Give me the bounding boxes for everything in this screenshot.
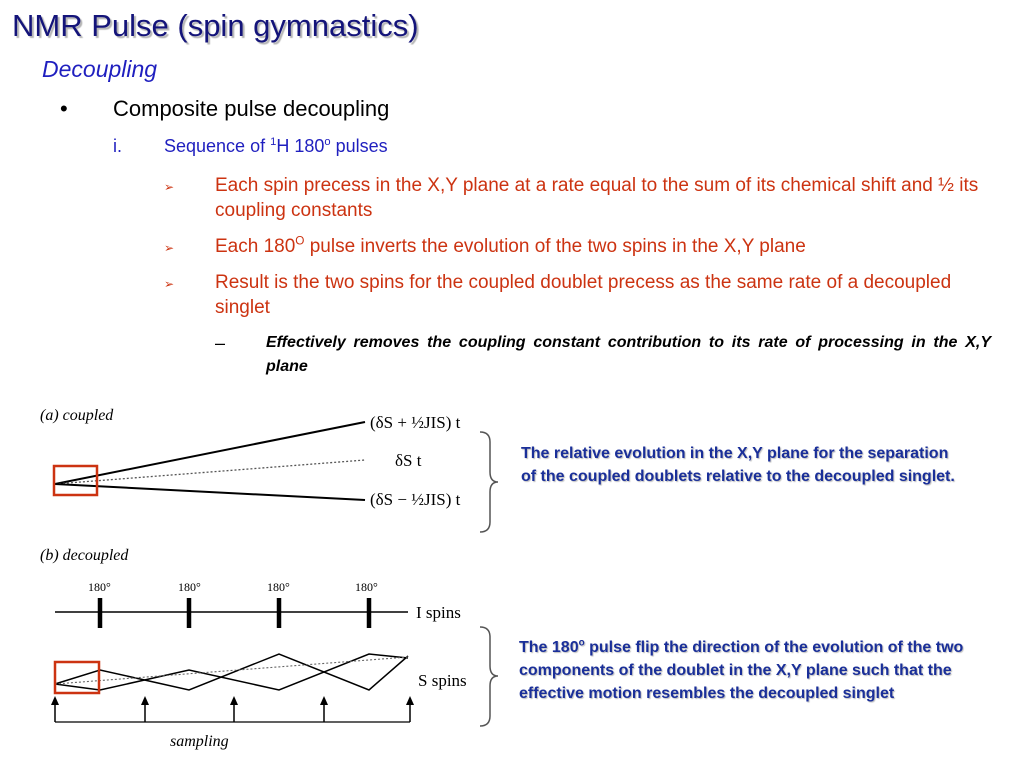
lower-doublet-line (55, 484, 365, 500)
formula-lower: (δS − ½JIS) t (370, 490, 461, 509)
text-part: The 180 (519, 639, 579, 656)
arrow-bullet-icon: ➢ (164, 180, 175, 194)
i-spins-label: I spins (416, 603, 461, 622)
pulse-label: 180° (267, 580, 290, 594)
bullet-pulse-inverts (215, 234, 995, 259)
superscript: O (295, 234, 305, 248)
decoupled-label: (b) decoupled (40, 547, 129, 564)
sub-bullet-marker: i. (113, 136, 122, 156)
bullet-composite-pulse: Composite pulse decoupling (113, 96, 390, 121)
text-part: pulses (330, 136, 388, 156)
formula-upper: (δS + ½JIS) t (370, 413, 461, 432)
note-coupled-evolution: The relative evolution in the X,Y plane for the separation of the coupled doublets relative to the decoupled singlet. (521, 445, 955, 485)
pulse-label: 180° (355, 580, 378, 594)
arrow-bullet-icon: ➢ (164, 277, 175, 291)
dash-marker: – (215, 333, 226, 353)
pulse-label: 180° (88, 580, 111, 594)
superscript: o (324, 136, 331, 148)
brace-decoupled (480, 627, 498, 726)
bullet-result: Result is the two spins for the coupled doublet precess as the same rate of a decoupled singlet (215, 272, 952, 318)
bullet-sequence-pulses (164, 136, 388, 157)
text-part: pulse inverts the evolution of the two spins in the X,Y plane (304, 236, 806, 257)
superscript: 1 (270, 136, 277, 148)
superscript: o (578, 637, 585, 649)
page-title: NMR Pulse (spin gymnastics) (12, 8, 419, 43)
bullet-marker: • (60, 96, 68, 121)
bullet-spin-precess: Each spin precess in the X,Y plane at a rate equal to the sum of its chemical shift and ½ its coupling constants (215, 175, 979, 221)
text-part: H 180 (276, 136, 325, 156)
note-pulse-flip (519, 636, 979, 705)
pulse-label: 180° (178, 580, 201, 594)
bullet-effectively-removes: Effectively removes the coupling constant contribution to its rate of processing in the X,Y plane (266, 334, 991, 375)
upper-doublet-line (55, 422, 365, 484)
text-part: Each 180 (215, 236, 296, 257)
brace-coupled (480, 432, 498, 532)
singlet-line (55, 460, 365, 484)
text-part: pulse flip the direction of the evolution of the two components of the doublet in the X,Y plane such that the effective motion resembles the decoupled singlet (519, 639, 964, 702)
s-spins-label: S spins (418, 671, 467, 690)
arrow-up-icon (51, 696, 414, 705)
coupled-label: (a) coupled (40, 407, 114, 424)
subtitle: Decoupling (42, 56, 158, 82)
decoupling-diagram (0, 390, 510, 768)
sampling-label: sampling (170, 733, 229, 750)
formula-singlet: δS t (395, 451, 422, 470)
arrow-bullet-icon: ➢ (164, 241, 175, 255)
text-part: Sequence of (164, 136, 271, 156)
